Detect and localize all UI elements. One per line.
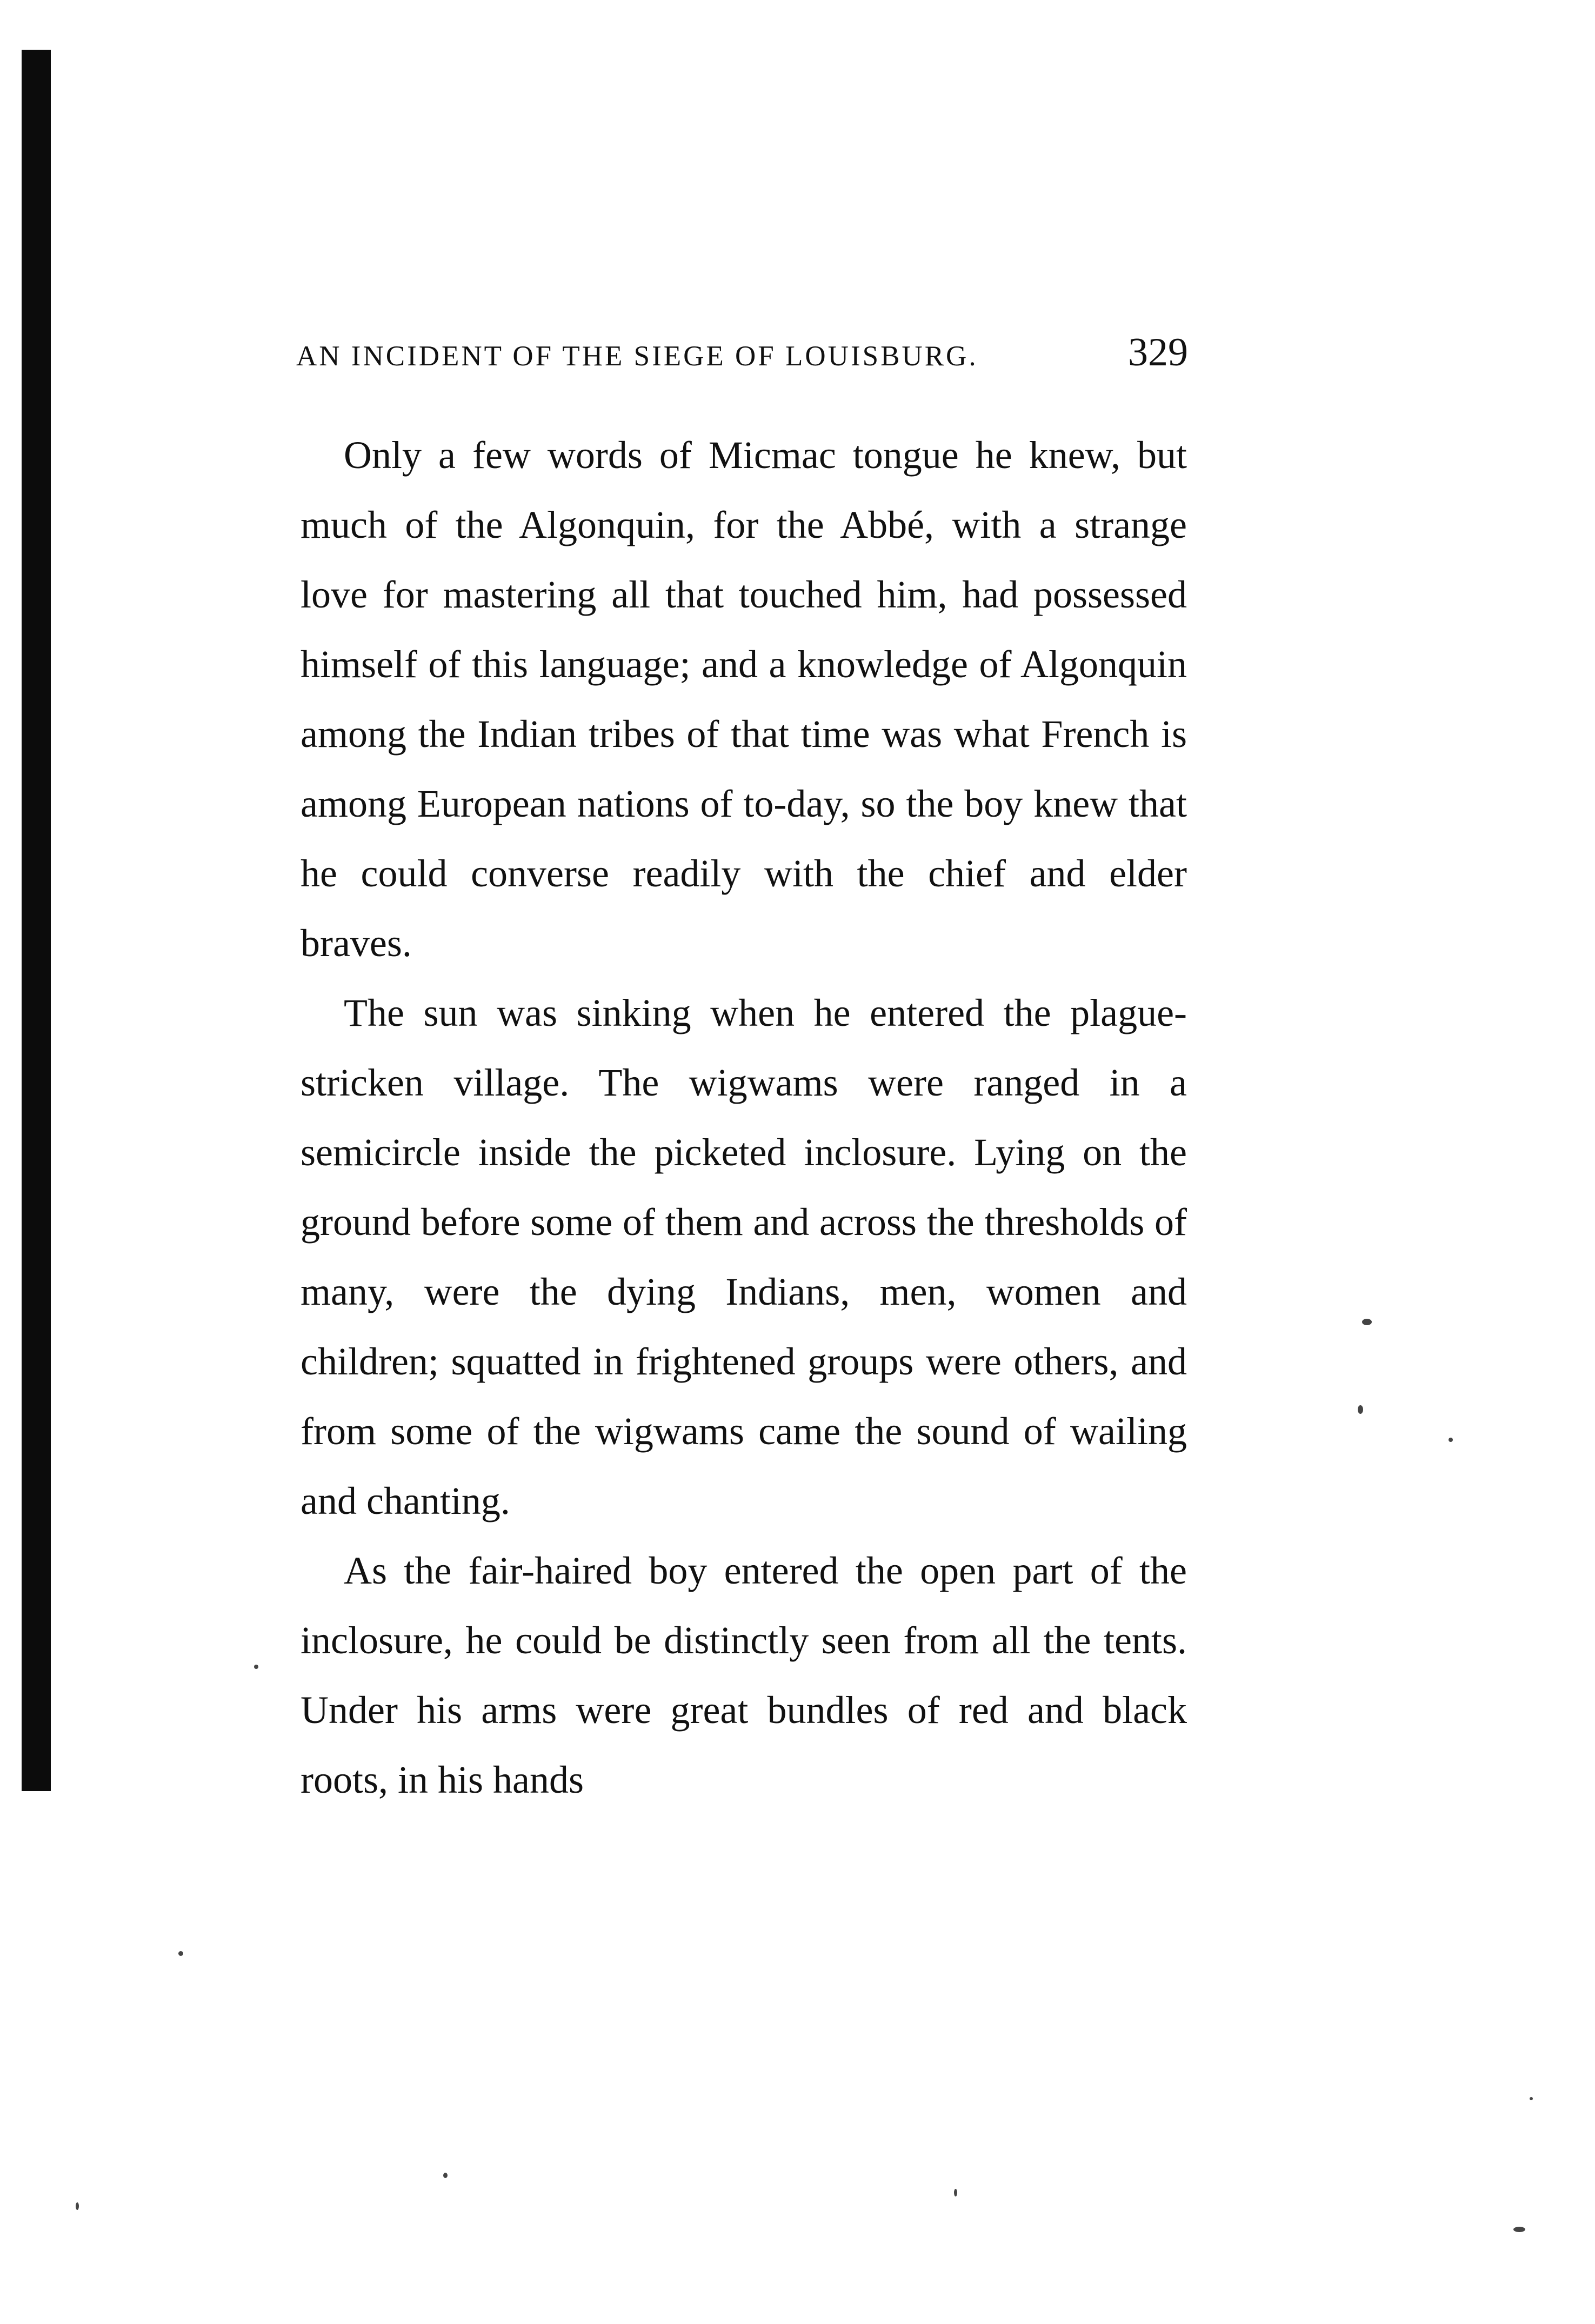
running-head <box>296 330 1188 376</box>
scan-speck <box>1449 1438 1453 1442</box>
scan-speck <box>1513 2227 1525 2232</box>
scan-speck <box>254 1665 258 1669</box>
paragraph: As the fair-haired boy entered the open part of the inclosure, he could be distinctly seen from all the tents. Under his arms were great bundles of red and black roots, in his hands <box>301 1549 1187 1801</box>
scan-speck <box>1358 1405 1363 1414</box>
running-title: AN INCIDENT OF THE SIEGE OF LOUISBURG. <box>296 340 978 372</box>
scan-speck <box>178 1951 183 1956</box>
scan-speck <box>76 2202 79 2210</box>
paragraph: The sun was sinking when he entered the plague-stricken village. The wigwams were ranged in a semicircle inside the picketed inclosure. Lying on the ground before some of them and across the thresholds of many, were the dying Indians, men, women and children; squatted in frightened groups were others, and from some of the wigwams came the sound of wailing and chanting. <box>301 991 1187 1522</box>
page-number: 329 <box>1128 330 1188 375</box>
body-text <box>301 420 1187 1815</box>
scan-speck <box>443 2173 448 2178</box>
scan-speck <box>1362 1319 1372 1325</box>
scan-speck <box>954 2189 957 2196</box>
scan-speck <box>1530 2097 1533 2100</box>
paragraph: Only a few words of Micmac tongue he knew, but much of the Algonquin, for the Abbé, with a strange love for mastering all that touched him, had possessed himself of this language; and a knowledge of Algonquin among the Indian tribes of that time was what French is among European nations of to-day, so the boy knew that he could converse readily with the chief and elder braves. <box>301 433 1187 965</box>
scan-edge-shadow <box>22 50 51 1791</box>
